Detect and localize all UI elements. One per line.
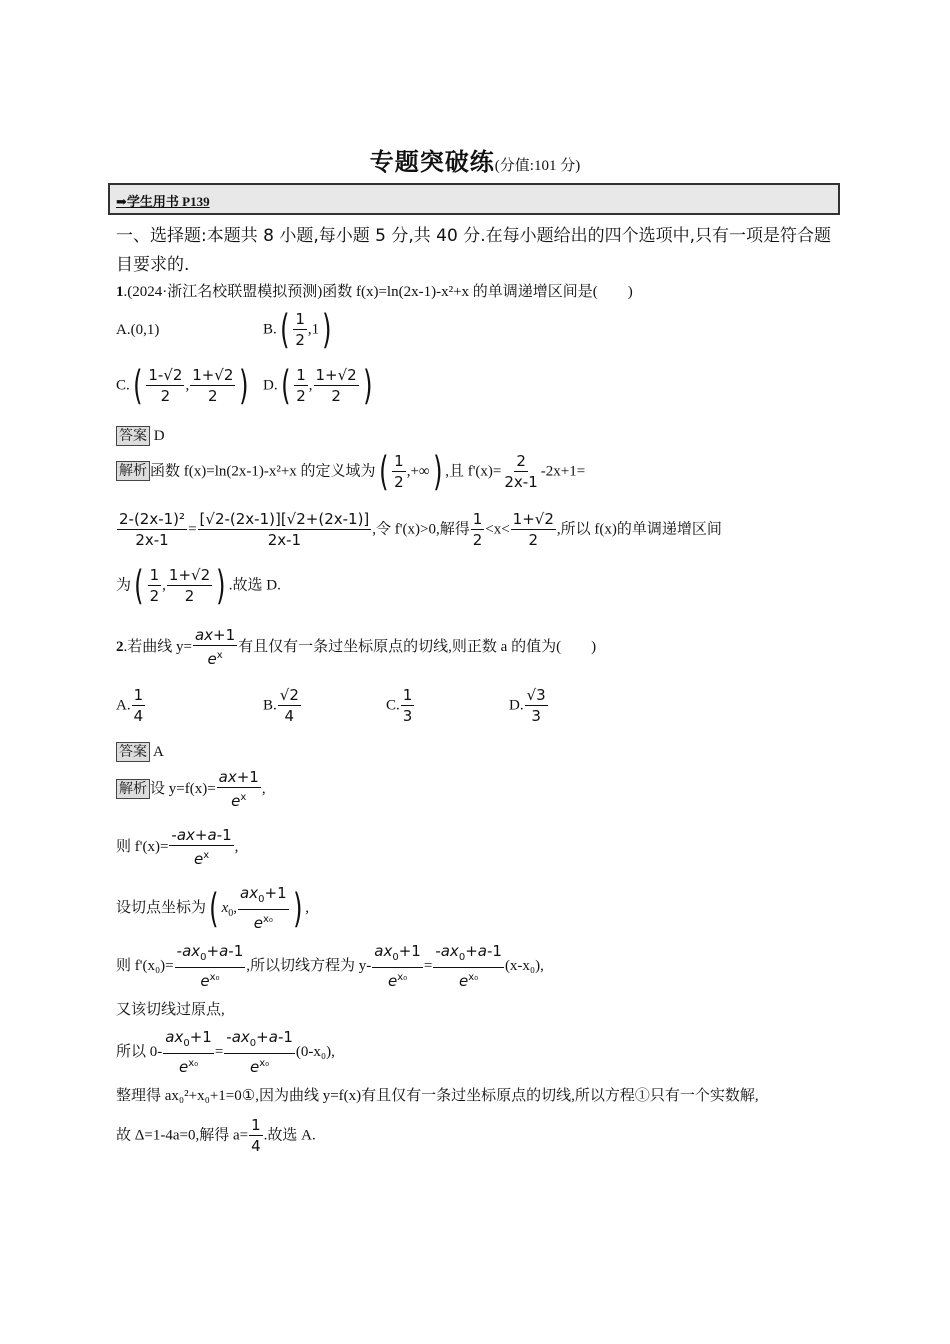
paren-right: ) <box>362 363 373 409</box>
q1-option-a-text: A.(0,1) <box>116 322 160 338</box>
fraction: $\frac{1}{2}$ <box>472 510 483 549</box>
fraction: $\frac{ax_0+1}{e^{x_0}}$ <box>165 1028 212 1076</box>
paren-left: ( <box>280 363 291 409</box>
fraction: $\frac{2}{2x-1}$ <box>504 452 538 491</box>
q1-option-d-label: D. <box>263 377 278 394</box>
section-heading: 一、选择题:本题共 8 小题,每小题 5 分,共 40 分.在每小题给出的四个选项中,只有一项是符合题目要求的. <box>116 226 832 275</box>
q1-analysis-text: ,令 f'(x)>0,解得 <box>372 521 470 538</box>
q2-analysis-text: 整理得 ax₀²+x₀+1=0①,因为曲线 y=f(x)有且仅有一条过坐标原点的切线,所以方程①只有一个实数解, <box>116 1088 759 1104</box>
fraction: $\frac{1}{2}$ <box>296 366 306 405</box>
q2-analysis-text: 所以 0- <box>116 1043 163 1060</box>
fraction: $\frac{1}{4}$ <box>251 1116 261 1155</box>
q2-analysis-text: 设 y=f(x)= <box>150 780 216 797</box>
q2-option-d-label: D. <box>509 697 524 714</box>
fraction: $\frac{[√2-(2x-1)][√2+(2x-1)]}{2x-1}$ <box>199 510 370 549</box>
paren-left: ( <box>378 449 389 495</box>
fraction: $\frac{ax+1}{e^x}$ <box>194 626 236 668</box>
q2-analysis-line-5 <box>116 1000 225 1020</box>
paren-right: ) <box>432 449 443 495</box>
q1-analysis-text: <x< <box>485 521 510 538</box>
q2-analysis-line-6: 所以 0- $\frac{ax_0+1}{e^{x_0}}$ = $\frac{-ax_0+a-1}{e^{x_0}}$ (0-x₀), <box>116 1028 335 1076</box>
paren-left: ( <box>209 885 219 932</box>
q1-analysis-text: ,且 f'(x)= <box>445 463 502 480</box>
q1-analysis-text: ,所以 f(x)的单调递增区间 <box>556 521 722 538</box>
fraction: $\frac{-ax_0+a-1}{e^{x_0}}$ <box>176 942 244 990</box>
answer-tag: 答案 <box>116 426 150 446</box>
q1-option-c: C.( $\frac{1-√2}{2}$ , $\frac{1+√2}{2}$ ) <box>116 363 249 409</box>
fraction: $\frac{ax+1}{e^x}$ <box>218 768 259 810</box>
q1-analysis-line-3: 为( $\frac{1}{2}$ , $\frac{1+√2}{2}$ ) .故选 D. <box>116 563 281 609</box>
fraction: $\frac{ax_0+1}{e^{x_0}}$ <box>240 884 287 932</box>
q2-option-c-label: C. <box>386 697 400 714</box>
q1-analysis-text: -2x+1= <box>540 463 586 480</box>
q2-option-c <box>386 686 415 726</box>
q1-analysis-line-1: 解析 函数 f(x)=ln(2x-1)-x²+x 的定义域为( $\frac{1}{2}$ ,+∞) ,且 f'(x)= $\frac{2}{2x-1}$ -2x+1= <box>116 452 585 492</box>
paren-left: ( <box>134 563 144 609</box>
q2-analysis-text: 设切点坐标为 <box>116 899 207 916</box>
q1-option-a <box>116 320 159 340</box>
q1-analysis-text: 函数 f(x)=ln(2x-1)-x²+x 的定义域为 <box>150 463 376 480</box>
q2-analysis-text: 故 Δ=1-4a=0,解得 a= <box>116 1127 249 1144</box>
q1-analysis-line-2: $\frac{\text{2-(2x-1)²}}{2x-1}$ = $\frac{[√2-(2x-1)][√2+(2x-1)]}{2x-1}$ ,令 f'(x)>0,解得 $\frac{1}{2}$ <x< $\frac{1+√2}{2}$ ,所以 f(x)的单调递增区间 <box>119 510 722 549</box>
fraction: $\frac{1}{2}$ <box>149 566 160 605</box>
page-title <box>0 142 950 177</box>
fraction: $\frac{1+√2}{2}$ <box>192 366 234 405</box>
title-score: (分值:101 分) <box>494 158 581 174</box>
title-main: 专题突破练 <box>369 148 495 176</box>
paren-right: ) <box>216 563 226 609</box>
analysis-tag: 解析 <box>116 461 150 481</box>
book-reference: ➡学生用书 P139 <box>116 194 210 209</box>
book-reference-bar <box>108 183 840 215</box>
analysis-tag: 解析 <box>116 779 150 799</box>
q2-option-d <box>509 686 549 726</box>
q1-answer-value: D <box>153 428 165 444</box>
q2-option-b <box>263 686 302 726</box>
fraction: $\frac{-ax_0+a-1}{e^{x_0}}$ <box>435 942 502 990</box>
fraction: $\frac{1}{2}$ <box>295 310 305 349</box>
q2-analysis-text: ,所以切线方程为 y- <box>246 957 372 974</box>
paren-left: ( <box>279 307 290 353</box>
q1-analysis-text: .故选 D. <box>228 577 281 594</box>
q2-analysis-text: 则 f'(x₀)= <box>116 957 174 974</box>
fraction: $\frac{1}{4}$ <box>133 686 144 725</box>
fraction: $\frac{1+√2}{2}$ <box>168 566 211 605</box>
q1-analysis-text: 为 <box>116 577 132 594</box>
fraction: $\frac{ax_0+1}{e^{x_0}}$ <box>374 942 421 990</box>
q2-analysis-text: (x-x₀), <box>504 957 544 974</box>
q2-answer <box>116 742 164 762</box>
q2-analysis-line-7 <box>116 1086 759 1106</box>
paren-right: ) <box>292 885 303 932</box>
q2-analysis-text: 则 f'(x)= <box>116 838 169 855</box>
answer-tag: 答案 <box>116 742 150 762</box>
q2-answer-value: A <box>152 744 164 760</box>
q1-option-b: B.( $\frac{1}{2}$ ,1) <box>263 307 332 353</box>
q1-stem-text: .(2024·浙江名校联盟模拟预测)函数 f(x)=ln(2x-1)-x²+x 的单调递增区间是( ) <box>123 284 633 300</box>
q1-option-c-label: C. <box>116 377 130 394</box>
q2-option-b-label: B. <box>263 697 277 714</box>
fraction: $\frac{√2}{4}$ <box>279 686 299 725</box>
q2-stem-text: .若曲线 y= <box>123 638 192 655</box>
q2-option-a <box>116 686 146 726</box>
q2-stem-text: 有且仅有一条过坐标原点的切线,则正数 a 的值为( ) <box>238 638 597 655</box>
q2-analysis-line-1: 解析 设 y=f(x)= $\frac{ax+1}{e^x}$ , <box>116 768 266 811</box>
q2-analysis-line-3: 设切点坐标为( $x_0$, $\frac{ax_0+1}{e^{x_0}}$ ) , <box>116 884 309 932</box>
fraction: $\frac{1}{3}$ <box>402 686 413 725</box>
paren-right: ) <box>322 307 332 353</box>
q2-number: 2 <box>116 638 124 655</box>
fraction: $\frac{-ax_0+a-1}{e^{x_0}}$ <box>226 1028 293 1076</box>
q1-option-b-label: B. <box>263 321 277 338</box>
q2-analysis-text: .故选 A. <box>263 1127 316 1144</box>
q1-stem <box>116 282 633 302</box>
q1-number: 1 <box>116 284 124 300</box>
q2-analysis-text: 又该切线过原点, <box>116 1002 225 1018</box>
q1-answer <box>116 426 165 446</box>
q2-analysis-line-4: 则 f'(x₀)= $\frac{-ax_0+a-1}{e^{x_0}}$ ,所以切线方程为 y- $\frac{ax_0+1}{e^{x_0}}$ = $\frac{-ax_0+a-1}{e^{x_0}}$ (x-x₀), <box>116 942 544 990</box>
fraction: $\frac{1}{2}$ <box>394 452 404 491</box>
fraction: $\frac{√3}{3}$ <box>526 686 546 725</box>
q2-analysis-text: (0-x₀), <box>295 1043 335 1060</box>
fraction: $\frac{1+√2}{2}$ <box>512 510 554 549</box>
fraction: $\frac{\text{2-(2x-1)²}}{2x-1}$ <box>119 510 186 549</box>
q1-option-d: D.( $\frac{1}{2}$ , $\frac{1+√2}{2}$ ) <box>263 363 373 409</box>
fraction: $\frac{1-√2}{2}$ <box>148 366 183 405</box>
q2-analysis-line-2: 则 f'(x)= $\frac{-ax+a-1}{e^x}$ , <box>116 826 239 868</box>
q2-option-a-label: A. <box>116 697 131 714</box>
fraction: $\frac{-ax+a-1}{e^x}$ <box>171 826 232 868</box>
paren-left: ( <box>132 363 143 409</box>
q2-analysis-line-8 <box>116 1116 316 1156</box>
q2-stem <box>116 626 596 669</box>
fraction: $\frac{1+√2}{2}$ <box>315 366 357 405</box>
paren-right: ) <box>239 363 249 409</box>
